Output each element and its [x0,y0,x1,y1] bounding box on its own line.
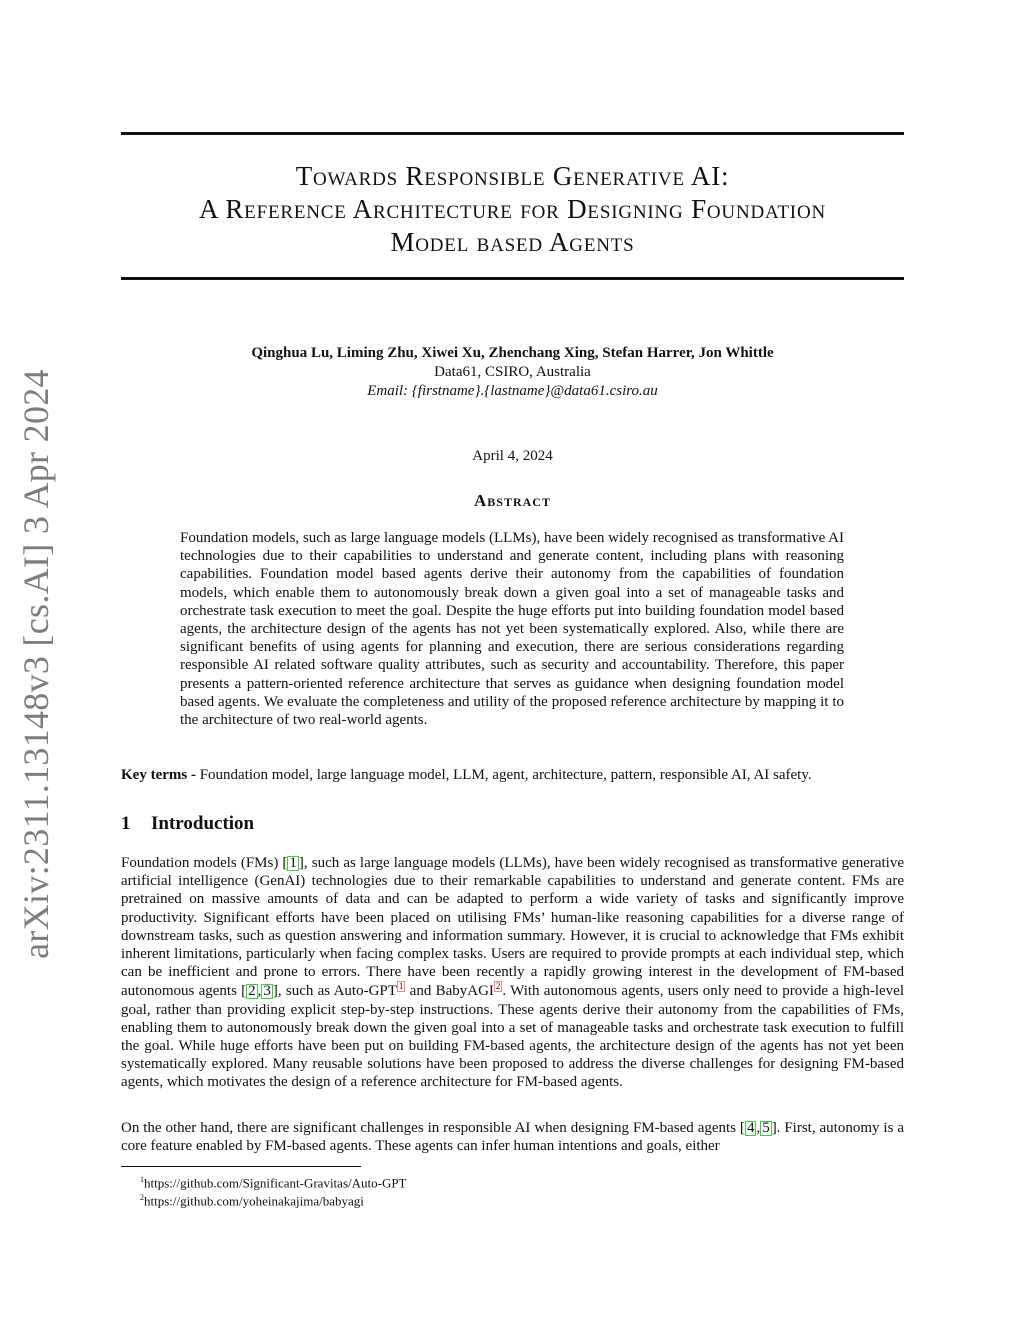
abstract-text: Foundation models, such as large language models (LLMs), have been widely recognised as transformative AI technologies due to their capabilities to understand and generate content, including plans with reasoning capabilities. Foundation model based agents derive their autonomy from the capabilities of foundation models, which enable them to autonomously break down a given goal into a set of manageable tasks and orchestrate task execution to meet the goal. Despite the huge efforts put into building foundation model based agents, the architecture design of the agents has not yet been systematically explored. Also, while there are significant benefits of using agents for planning and execution, there are serious considerations regarding responsible AI related software quality attributes, such as security and accountability. Therefore, this paper presents a pattern-oriented reference architecture that serves as guidance when designing foundation model based agents. We evaluate the completeness and utility of the proposed reference architecture by mapping it to the architecture of two real-world agents. [180,530,844,729]
footnote-link[interactable]: 1 [398,981,404,992]
paper-date: April 4, 2024 [472,448,553,464]
text-run: . With autonomous agents, users only need to provide a high-level goal, rather than providing explicit step-by-step instructions. These agents derive their autonomy from the capabilities of FMs, enabling them to autonomously break down the given goal into a set of manageable tasks and orchestrate task execution to fulfill the goal. While huge efforts have been put on building FM-based agents, the architecture design of the agents has not yet been systematically explored. Many reusable solutions have been proposed to address the diverse challenges for designing FM-based agents, which motivates the design of a reference architecture for FM-based agents. [121,983,904,1091]
footnote-link[interactable]: 2 [495,981,501,992]
key-terms-text: Foundation model, large language model, LLM, agent, architecture, pattern, responsible AI, AI safety. [199,767,812,783]
footnote-2 [140,1190,364,1209]
citation-link[interactable]: 2 [248,983,256,1000]
paper-title [121,160,904,259]
title-line-1: Towards Responsible Generative AI: [295,161,730,191]
intro-paragraph-2 [121,1119,904,1155]
section-heading-introduction [121,813,254,835]
author-names: Qinghua Lu, Liming Zhu, Xiwei Xu, Zhenchang Xing, Stefan Harrer, Jon Whittle [251,345,774,361]
text-run: ], such as large language models (LLMs), have been widely recognised as transformative generative artificial intelligence (GenAI) technologies due to their remarkable capabilities to understand and generate content. FMs are pretrained on massive amounts of data and can be adapted to perform a wide variety of tasks and significantly improve productivity. Significant efforts have been placed on utilising FMs’ human-like reasoning capabilities for a diverse range of downstream tasks, such as question answering and information summary. However, it is crucial to acknowledge that FMs exhibit inherent limitations, particularly when facing complex tasks. Users are required to provide prompts at each individual step, which can be inefficient and prone to errors. There have been recently a rapidly growing interest in the development of FM-based autonomous agents [ [121,855,904,1000]
text-run: ], such as Auto-GPT [272,983,397,1000]
text-run: , [756,1120,761,1136]
key-terms [121,766,904,785]
text-run: , [257,983,262,1000]
citation-link[interactable]: 5 [762,1120,770,1136]
footnote-1 [140,1172,407,1191]
citation-link[interactable]: 3 [263,983,271,1000]
footnote-url[interactable]: https://github.com/Significant-Gravitas/Auto-GPT [144,1175,407,1191]
key-terms-label: Key terms - [121,767,196,783]
citation-link[interactable]: 4 [746,1120,755,1136]
title-line-2: A Reference Architecture for Designing Foundation [199,194,826,224]
affiliation: Data61, CSIRO, Australia [434,364,591,380]
text-run: Foundation models (FMs) [ [121,855,288,871]
arxiv-identifier: arXiv:2311.13148v3 [cs.AI] 3 Apr 2024 [16,369,56,959]
title-line-3: Model based Agents [390,227,635,257]
section-title: Introduction [151,813,255,834]
author-email: Email: {firstname}.{lastname}@data61.csiro.au [367,383,658,399]
text-run: On the other hand, there are significant challenges in responsible AI when designing FM-based agents [ [121,1120,745,1136]
abstract-heading: Abstract [474,491,551,510]
intro-paragraph-1 [121,854,904,1092]
title-rule-top [121,132,904,135]
title-rule-bottom [121,277,904,280]
arxiv-side-stamp [8,370,64,958]
text-run: and BabyAGI [405,983,494,1000]
footnote-url[interactable]: https://github.com/yoheinakajima/babyagi [144,1193,364,1209]
footnote-number: 1 [140,1175,144,1184]
author-block [121,344,904,401]
footnote-rule [121,1166,361,1167]
text-run: ]. First, autonomy is a core feature enabled by FM-based agents. These agents can infer human intentions and goals, either [121,1120,904,1155]
section-number: 1 [121,813,131,834]
citation-link[interactable]: 1 [289,855,297,871]
footnote-number: 2 [140,1193,144,1202]
